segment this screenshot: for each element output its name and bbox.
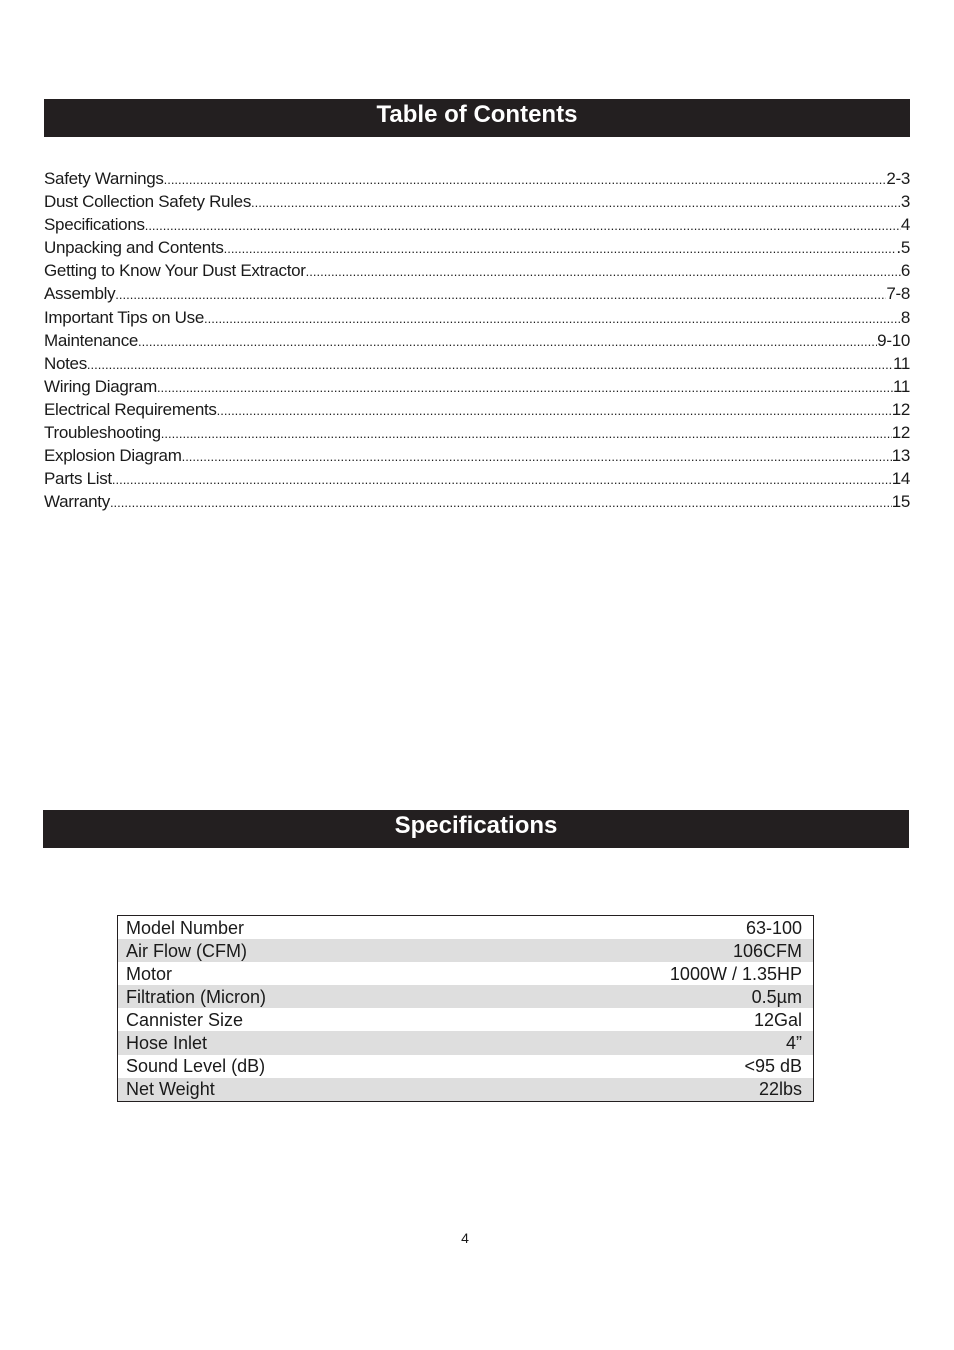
toc-entry-title: Notes <box>44 353 87 373</box>
toc-entry-title: Troubleshooting <box>44 423 161 443</box>
toc-leader-dots <box>306 264 901 279</box>
spec-label: Motor <box>126 963 173 984</box>
toc-entry-title: Assembly <box>44 284 116 304</box>
toc-entry-page: 13 <box>891 446 910 466</box>
specifications-heading: Specifications <box>43 810 909 848</box>
toc-leader-dots <box>224 241 897 256</box>
toc-leader-dots <box>161 426 892 441</box>
toc-entry-page: .5 <box>896 238 910 258</box>
spec-value: <95 dB <box>744 1056 802 1077</box>
spec-label: Net Weight <box>118 1078 475 1102</box>
toc-entry-title: Warranty <box>44 492 110 512</box>
toc-entry[interactable] <box>44 354 910 377</box>
spec-label: Sound Level (dB) <box>126 1056 266 1077</box>
toc-entry-title: Important Tips on Use <box>44 307 204 327</box>
spec-value: 1000W / 1.35HP <box>669 963 802 984</box>
toc-entry-title: Getting to Know Your Dust Extractor <box>44 261 306 281</box>
toc-entry-page: 12 <box>891 399 910 419</box>
toc-entry-title: Maintenance <box>44 330 139 350</box>
toc-entry-page: 11 <box>892 353 910 373</box>
spec-value: 12Gal <box>753 1009 802 1030</box>
spec-row <box>118 1031 814 1054</box>
toc-entry[interactable] <box>44 192 910 215</box>
toc-entry[interactable] <box>44 308 910 331</box>
toc-leader-dots <box>110 495 892 510</box>
toc-entry-page: 3 <box>900 192 910 212</box>
spec-row <box>118 939 814 962</box>
toc-entry-title: Dust Collection Safety Rules <box>44 192 252 212</box>
toc-entry-page: 11 <box>892 376 910 396</box>
toc-entry[interactable] <box>44 331 910 354</box>
toc-entry-title: Parts List <box>44 469 112 489</box>
toc-leader-dots <box>157 380 893 395</box>
toc-leader-dots <box>138 334 877 349</box>
toc-entry-page: 9-10 <box>877 330 910 350</box>
toc-entry-title: Wiring Diagram <box>44 376 157 396</box>
toc-leader-dots <box>145 218 901 233</box>
toc-entry[interactable] <box>44 377 910 400</box>
toc-leader-dots <box>251 195 901 210</box>
toc-entry-title: Electrical Requirements <box>44 399 217 419</box>
spec-row <box>118 916 814 940</box>
spec-row <box>118 1055 814 1078</box>
spec-value: 4” <box>474 1031 813 1054</box>
toc-leader-dots <box>115 287 886 302</box>
toc-entry[interactable] <box>44 423 910 446</box>
toc-list <box>44 169 910 515</box>
toc-leader-dots <box>204 311 901 326</box>
spec-value: 106CFM <box>474 939 813 962</box>
toc-entry-title: Safety Warnings <box>44 169 164 188</box>
toc-leader-dots <box>164 172 887 187</box>
toc-entry-page: 6 <box>900 261 910 281</box>
spec-row <box>118 1078 814 1102</box>
toc-entry[interactable] <box>44 215 910 238</box>
spec-label: Cannister Size <box>126 1009 244 1030</box>
toc-entry[interactable] <box>44 492 910 515</box>
toc-leader-dots <box>182 449 892 464</box>
toc-entry[interactable] <box>44 469 910 492</box>
toc-entry[interactable] <box>44 400 910 423</box>
page-number: 4 <box>461 1230 469 1246</box>
spec-value: 22lbs <box>474 1078 813 1102</box>
toc-entry-page: 8 <box>900 307 910 327</box>
toc-entry-page: 2-3 <box>886 169 910 188</box>
spec-value: 63-100 <box>745 917 802 938</box>
toc-entry-page: 7-8 <box>886 284 910 304</box>
spec-label: Filtration (Micron) <box>118 985 475 1008</box>
toc-entry-page: 15 <box>891 492 910 512</box>
toc-entry-page: 4 <box>900 215 910 235</box>
toc-entry[interactable] <box>44 261 910 284</box>
toc-entry[interactable] <box>44 446 910 469</box>
spec-row <box>118 1008 814 1031</box>
toc-entry-title: Unpacking and Contents <box>44 238 224 258</box>
spec-label: Air Flow (CFM) <box>118 939 475 962</box>
toc-entry-page: 12 <box>891 423 910 443</box>
toc-entry[interactable] <box>44 169 910 192</box>
toc-entry-page: 14 <box>891 469 910 489</box>
specifications-table <box>117 915 814 1102</box>
spec-row <box>118 985 814 1008</box>
spec-label: Hose Inlet <box>118 1031 475 1054</box>
toc-heading: Table of Contents <box>44 99 910 137</box>
toc-leader-dots <box>112 472 892 487</box>
spec-row <box>118 962 814 985</box>
toc-entry[interactable] <box>44 284 910 307</box>
toc-entry-title: Specifications <box>44 215 145 235</box>
toc-entry-title: Explosion Diagram <box>44 446 182 466</box>
spec-label: Model Number <box>126 917 245 938</box>
spec-value: 0.5µm <box>474 985 813 1008</box>
toc-leader-dots <box>217 403 892 418</box>
toc-entry[interactable] <box>44 238 910 261</box>
toc-leader-dots <box>87 357 893 372</box>
